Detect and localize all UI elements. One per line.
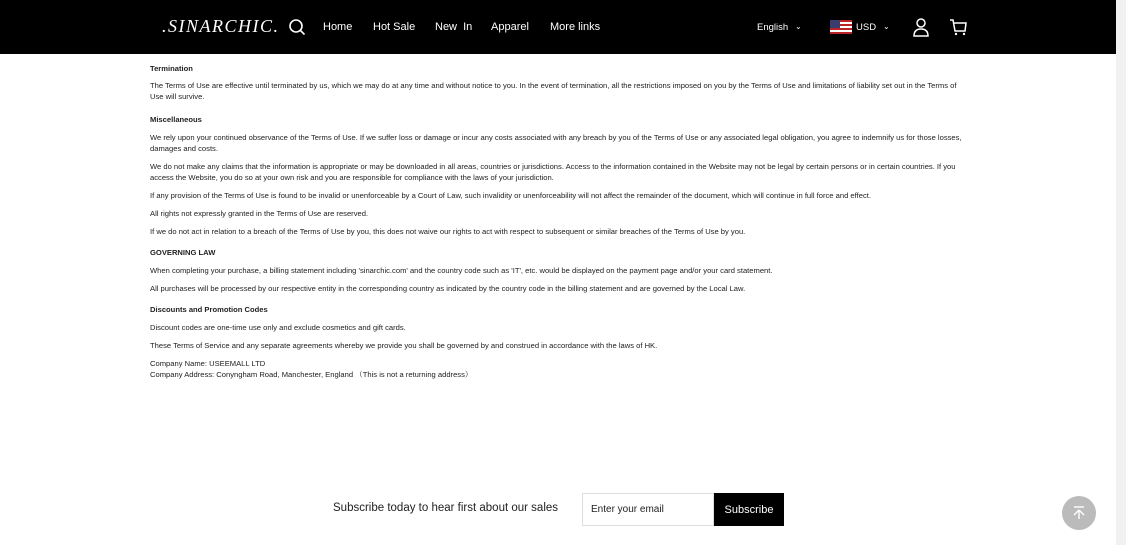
section-heading: GOVERNING LAW [150,248,216,257]
chevron-down-icon[interactable]: ⌄ [795,22,802,31]
nav-more-links[interactable]: More links [550,21,601,33]
section-heading: Discounts and Promotion Codes [150,305,268,314]
body-paragraph: Company Name: USEEMALL LTD Company Address: Conyngham Road, Manchester, England （This is not a returning address） [150,359,473,379]
user-icon[interactable] [911,17,931,37]
body-paragraph: We do not make any claims that the information is appropriate or may be downloaded in all areas, countries or jurisdictions. Access to the information contained in the Website may not be legal by certain persons or in certain countries. If you access the Website, you do so at your own risk and you are responsible for compliance with the laws of your jurisdiction. [150,162,956,182]
email-input[interactable] [582,493,714,526]
section-heading: Termination [150,64,193,73]
nav-new-in[interactable]: New In [435,21,473,33]
subscribe-text: Subscribe today to hear first about our sales [333,502,559,514]
currency-select[interactable]: USD [856,22,877,33]
body-paragraph: All purchases will be processed by our respective entity in the corresponding country as indicated by the country code in the billing statement and are governed by the Local Law. [150,284,746,293]
body-paragraph: If any provision of the Terms of Use is found to be invalid or unenforceable by a Court of Law, such invalidity or unenforceability will not affect the remainder of the document, which will continue in full force and effect. [150,191,871,200]
body-paragraph: We rely upon your continued observance of the Terms of Use. If we suffer loss or damage or incur any costs associated with any breach by you of the Terms of Use or any associated legal obligation, you agree to indemnify us for those losses, damages and costs. [150,133,962,153]
terms-content [150,44,962,380]
scrollbar[interactable] [1116,0,1126,545]
body-paragraph: These Terms of Service and any separate agreements whereby we provide you shall be governed by and construed in accordance with the laws of HK. [150,341,658,350]
body-paragraph: When completing your purchase, a billing statement including 'sinarchic.com' and the country code such as 'IT', etc. would be displayed on the payment page and/or your card statement. [150,266,773,275]
search-icon[interactable] [288,18,306,36]
nav-hot-sale[interactable]: Hot Sale [373,21,416,33]
nav-home[interactable]: Home [323,21,353,33]
body-paragraph: Discount codes are one-time use only and exclude cosmetics and gift cards. [150,323,406,332]
nav-apparel[interactable]: Apparel [491,21,529,33]
language-select[interactable]: English [757,22,789,33]
subscribe-button[interactable]: Subscribe [714,493,784,526]
chevron-down-icon[interactable]: ⌄ [883,22,890,31]
us-flag-icon [830,20,852,34]
back-to-top-button[interactable] [1062,496,1096,530]
body-paragraph: If we do not act in relation to a breach of the Terms of Use by you, this does not waive our rights to act with respect to subsequent or similar breaches of the Terms of Use by you. [150,227,746,236]
back-to-top-icon [1072,506,1086,520]
cart-icon[interactable] [948,17,968,37]
section-heading: Miscellaneous [150,115,202,124]
body-paragraph: All rights not expressly granted in the Terms of Use are reserved. [150,209,369,218]
body-paragraph: The Terms of Use are effective until terminated by us, which we may do at any time and without notice to you. In the event of termination, all the restrictions imposed on you by the Terms of Use and limitations of liability set out in the Terms of Use will survive. [150,81,957,101]
logo[interactable]: .SINARCHIC. [162,16,280,36]
